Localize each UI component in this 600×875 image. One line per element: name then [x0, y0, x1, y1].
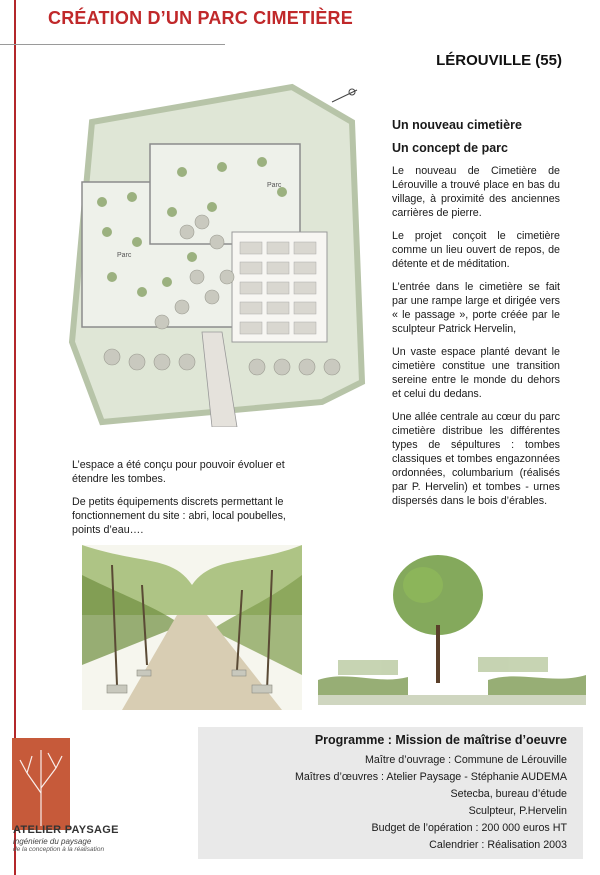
site-plan-illustration: [62, 82, 382, 427]
programme-line: Budget de l’opération : 200 000 euros HT: [371, 822, 567, 834]
description-column: [392, 118, 560, 517]
programme-line: Calendrier : Réalisation 2003: [429, 839, 567, 851]
programme-box: [198, 727, 583, 859]
logo-name: ATELIER PAYSAGE: [13, 824, 119, 836]
logo-tagline-secondary: de la conception à la réalisation: [13, 846, 105, 853]
description-paragraph: Une allée centrale au cœur du parc cimetière distribue les différentes types de sépultures : tombes classiques et tombes engazonnées ordonnées, columbarium (réalisés par P. Hervelin) et tombes - urnes dispersés dans le bois d’érables.: [392, 411, 560, 507]
plan-label-park-2: Parc: [267, 182, 282, 189]
programme-line: Maîtres d’œuvres : Atelier Paysage - Stéphanie AUDEMA: [294, 771, 567, 783]
left-notes: [72, 458, 317, 546]
plan-label-park-1: Parc: [117, 252, 132, 259]
programme-title: Programme : Mission de maîtrise d’oeuvre: [314, 733, 567, 747]
description-paragraph: Le nouveau de Cimetière de Lérouville a trouvé place en bas du village, à proximité des anciennes carrières de pierre.: [392, 165, 560, 219]
programme-details: [295, 752, 567, 854]
heading-new-cemetery: Un nouveau cimetière: [392, 118, 522, 132]
description-paragraph: Le projet conçoit le cimetière comme un lieu ouvert de repos, de détente et de méditation.: [392, 230, 560, 270]
programme-line: Sculpteur, P.Hervelin: [468, 805, 567, 817]
location-title: LÉROUVILLE (55): [436, 52, 562, 69]
top-gray-rule: [0, 44, 225, 45]
left-note-paragraph: L’espace a été conçu pour pouvoir évoluer et étendre les tombes.: [72, 459, 285, 485]
tree-elevation-sketch: [318, 545, 586, 705]
logo-tagline: ingénierie du paysage: [13, 837, 92, 846]
programme-line: Maître d’ouvrage : Commune de Lérouville: [365, 754, 567, 766]
programme-line: Setecba, bureau d’étude: [450, 788, 567, 800]
description-paragraph: Un vaste espace planté devant le cimetière constitue une transition sereine entre le monde du dehors et celui du dedans.: [392, 346, 560, 400]
page-title: CRÉATION D’UN PARC CIMETIÈRE: [48, 8, 353, 28]
description-paragraph: L’entrée dans le cimetière se fait par une rampe large et dirigée vers « le passage », porte créée par le sculpteur Patrick Hervelin,: [392, 281, 560, 335]
logo-tree-icon: [12, 738, 70, 830]
heading-park-concept: Un concept de parc: [392, 141, 508, 155]
left-note-paragraph: De petits équipements discrets permettant le fonctionnement du site : abri, local poubelles, points d’eau….: [72, 496, 286, 536]
alley-sketch-illustration: [82, 545, 302, 710]
north-arrow-icon: [332, 89, 357, 102]
